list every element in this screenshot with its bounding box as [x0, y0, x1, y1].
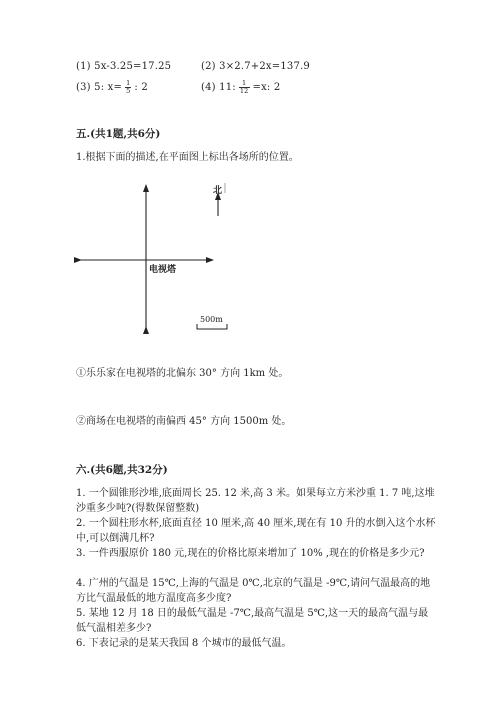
north-label: 北	[213, 186, 223, 196]
scale-bar	[197, 324, 227, 329]
fraction-numerator: 1	[239, 80, 250, 88]
equation-3-prefix: (3) 5: x=	[76, 82, 123, 93]
plane-map-diagram	[70, 180, 250, 340]
section-5-item-2: ②商场在电视塔的南偏西 45° 方向 1500m 处。	[76, 416, 292, 427]
section-6-question-6: 6. 下表记录的是某天我国 8 个城市的最低气温。	[76, 638, 292, 649]
equation-4-fraction	[239, 80, 250, 95]
equation-3-suffix: : 2	[134, 82, 148, 93]
section-5-question: 1.根据下面的描述,在平面图上标出各场所的位置。	[76, 152, 299, 163]
tv-tower-label: 电视塔	[149, 265, 177, 275]
equation-1: (1) 5x-3.25=17.25	[76, 61, 172, 72]
fraction-denominator: 12	[239, 87, 249, 95]
fraction-denominator: 5	[126, 87, 131, 95]
section-6-question-1: 1. 一个圆锥形沙堆,底面周长 25. 12 米,高 3 米。如果每立方米沙重 1. 7 吨,这堆沙重多少吨?(得数保留整数)	[76, 488, 435, 515]
equation-2: (2) 3×2.7+2x=137.9	[201, 61, 310, 72]
section-6-question-3: 3. 一件西服原价 180 元,现在的价格比原来增加了 10% ,现在的价格是多少元?	[76, 548, 425, 559]
section-6-question-4: 4. 广州的气温是 15℃,上海的气温是 0℃,北京的气温是 -9℃,请问气温最高的地方比气温最低的地方温度高多少度?	[76, 578, 431, 605]
equation-3	[76, 80, 148, 95]
section-6-title: 六.(共6题,共32分)	[76, 464, 168, 476]
section-6-question-5: 5. 某地 12 月 18 日的最低气温是 -7℃,最高气温是 5℃,这一天的最高气温与最低气温相差多少?	[76, 608, 429, 635]
section-5-item-1: ①乐乐家在电视塔的北偏东 30° 方向 1km 处。	[76, 368, 289, 379]
scale-label: 500m	[200, 315, 223, 324]
equation-4-prefix: (4) 11:	[201, 82, 236, 93]
section-5-title: 五.(共1题,共6分)	[76, 128, 161, 140]
equation-4-suffix: =x: 2	[252, 82, 281, 93]
section-6-question-2: 2. 一个圆柱形水杯,底面直径 10 厘米,高 40 厘米,现在有 10 升的水倒入这个水杯中,可以倒满几杯?	[76, 518, 436, 545]
equation-4	[201, 80, 280, 95]
fraction-numerator: 1	[126, 79, 131, 87]
equation-3-fraction	[125, 80, 131, 95]
